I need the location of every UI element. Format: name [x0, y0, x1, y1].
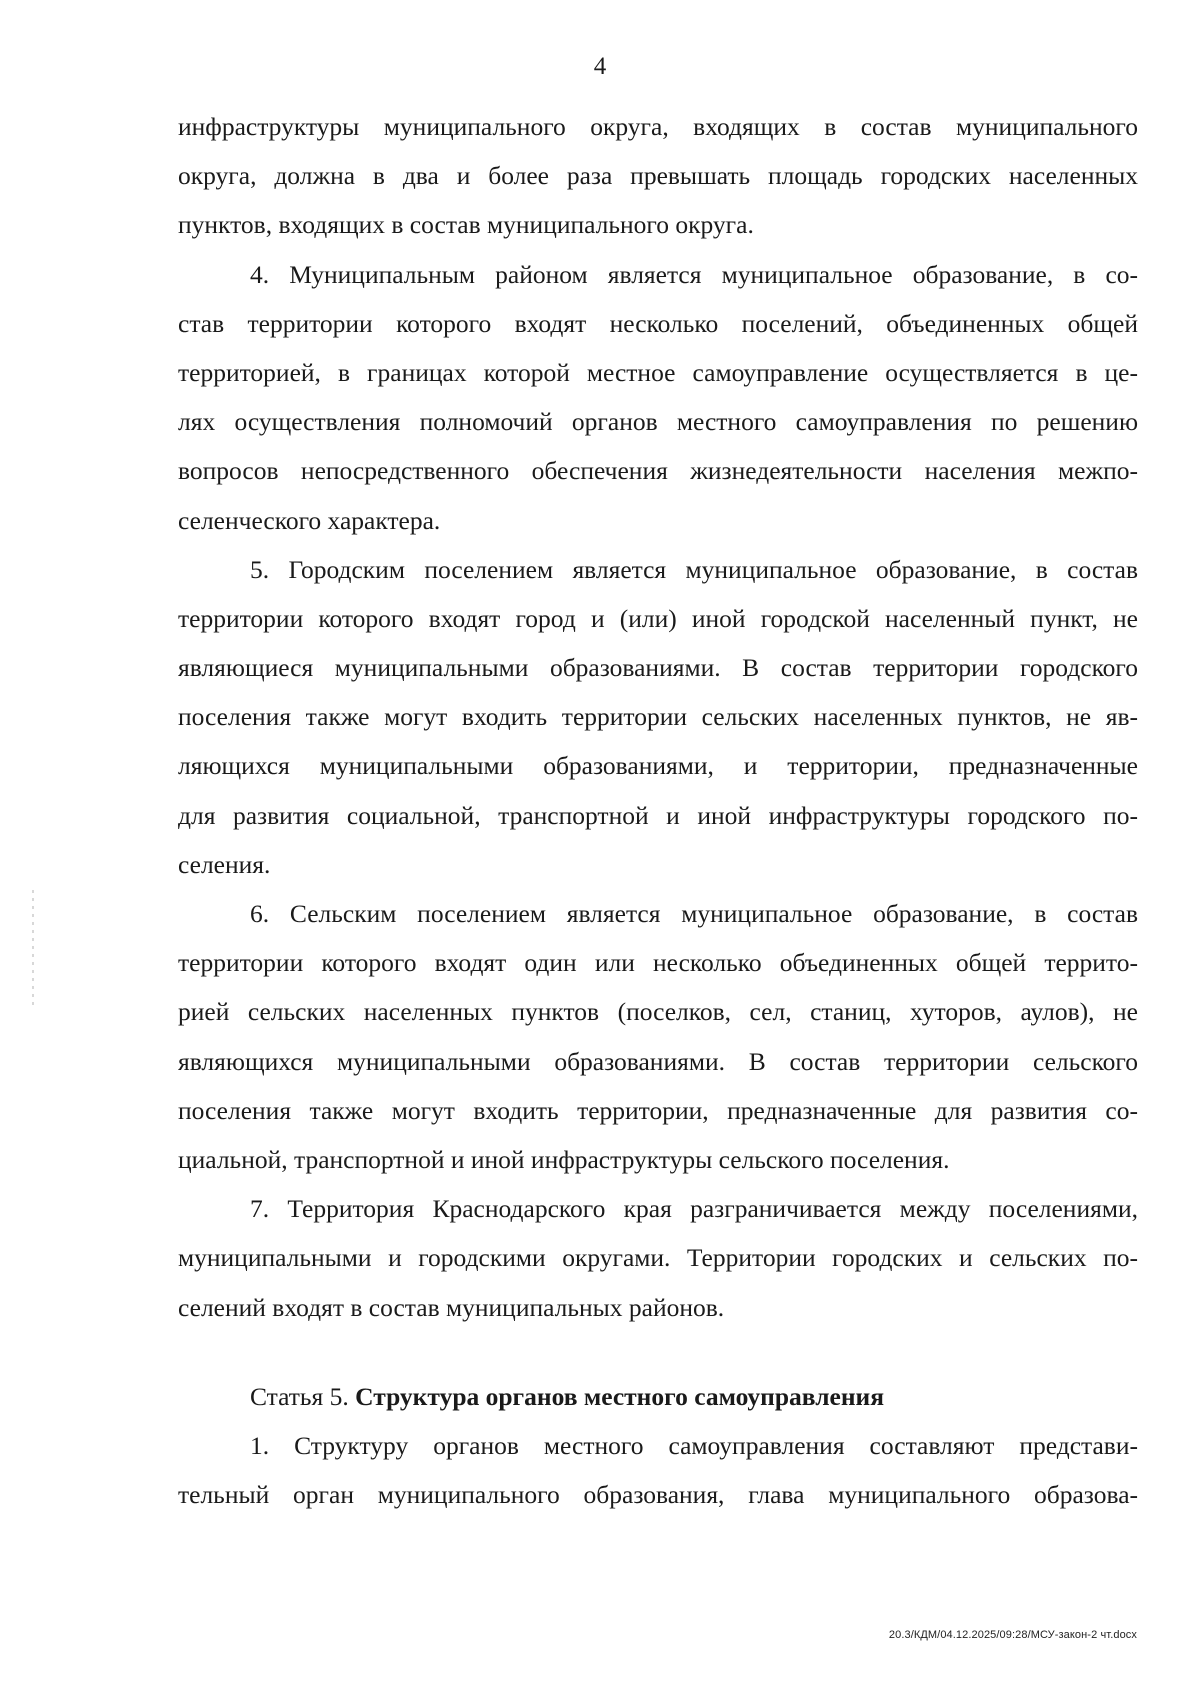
text-line: ляющихся муниципальными образованиями, и территории, предназначенные	[178, 751, 1138, 781]
article-title: Структура органов местного самоуправления	[355, 1381, 884, 1411]
text-line: рией сельских населенных пунктов (поселков, сел, станиц, хуторов, аулов), не	[178, 997, 1138, 1027]
text-line: муниципальными и городскими округами. Территории городских и сельских по-	[178, 1243, 1138, 1273]
text-line: лях осуществления полномочий органов местного самоуправления по решению	[178, 407, 1138, 437]
article-5-paragraph-1	[178, 1421, 1138, 1519]
text-line: селения.	[178, 849, 271, 879]
text-line: селений входят в состав муниципальных районов.	[178, 1292, 725, 1322]
text-line: округа, должна в два и более раза превышать площадь городских населенных	[178, 161, 1138, 191]
text-line: 5. Городским поселением является муниципальное образование, в состав	[250, 554, 1138, 584]
text-line: тельный орган муниципального образования, глава муниципального образова-	[178, 1480, 1138, 1510]
article-heading	[178, 1372, 1138, 1421]
text-line: для развития социальной, транспортной и иной инфраструктуры городского по-	[178, 800, 1138, 830]
scan-margin-marks	[32, 890, 34, 1010]
document-body	[178, 102, 1138, 1519]
text-line: являющиеся муниципальными образованиями. В состав территории городского	[178, 653, 1138, 683]
paragraph-item-5	[178, 545, 1138, 889]
text-line: 4. Муниципальным районом является муниципальное образование, в со-	[250, 259, 1138, 289]
paragraph-item-6	[178, 889, 1138, 1184]
paragraph-continuation	[178, 102, 1138, 250]
page-number: 4	[593, 53, 607, 80]
text-line: став территории которого входят несколько поселений, объединенных общей	[178, 308, 1138, 338]
text-line: территории которого входят один или несколько объединенных общей террито-	[178, 948, 1138, 978]
text-line: территории которого входят город и (или) иной городской населенный пункт, не	[178, 603, 1138, 633]
document-footer-code: 20.3/КДМ/04.12.2025/09:28/МСУ-закон-2 чт.docx	[888, 1629, 1137, 1641]
text-line: инфраструктуры муниципального округа, входящих в состав муниципального	[178, 112, 1138, 141]
paragraph-item-4	[178, 250, 1138, 545]
text-line: поселения также могут входить территории, предназначенные для развития со-	[178, 1095, 1138, 1125]
text-line: 6. Сельским поселением является муниципальное образование, в состав	[250, 899, 1138, 928]
text-line: циальной, транспортной и иной инфраструктуры сельского поселения.	[178, 1144, 950, 1174]
text-line: являющихся муниципальными образованиями. В состав территории сельского	[178, 1046, 1138, 1076]
text-line: пунктов, входящих в состав муниципального округа.	[178, 210, 754, 240]
section-spacer	[178, 1332, 1138, 1372]
paragraph-item-7	[178, 1184, 1138, 1332]
text-line: вопросов непосредственного обеспечения жизнедеятельности населения межпо-	[178, 456, 1138, 486]
text-line: селенческого характера.	[178, 505, 441, 535]
text-line: 7. Территория Краснодарского края разграничивается между поселениями,	[250, 1194, 1138, 1224]
article-number: Статья 5.	[250, 1381, 356, 1411]
text-line: 1. Структуру органов местного самоуправления составляют представи-	[250, 1430, 1138, 1460]
text-line: территорией, в границах которой местное самоуправление осуществляется в це-	[178, 357, 1138, 387]
text-line: поселения также могут входить территории сельских населенных пунктов, не яв-	[178, 702, 1138, 732]
